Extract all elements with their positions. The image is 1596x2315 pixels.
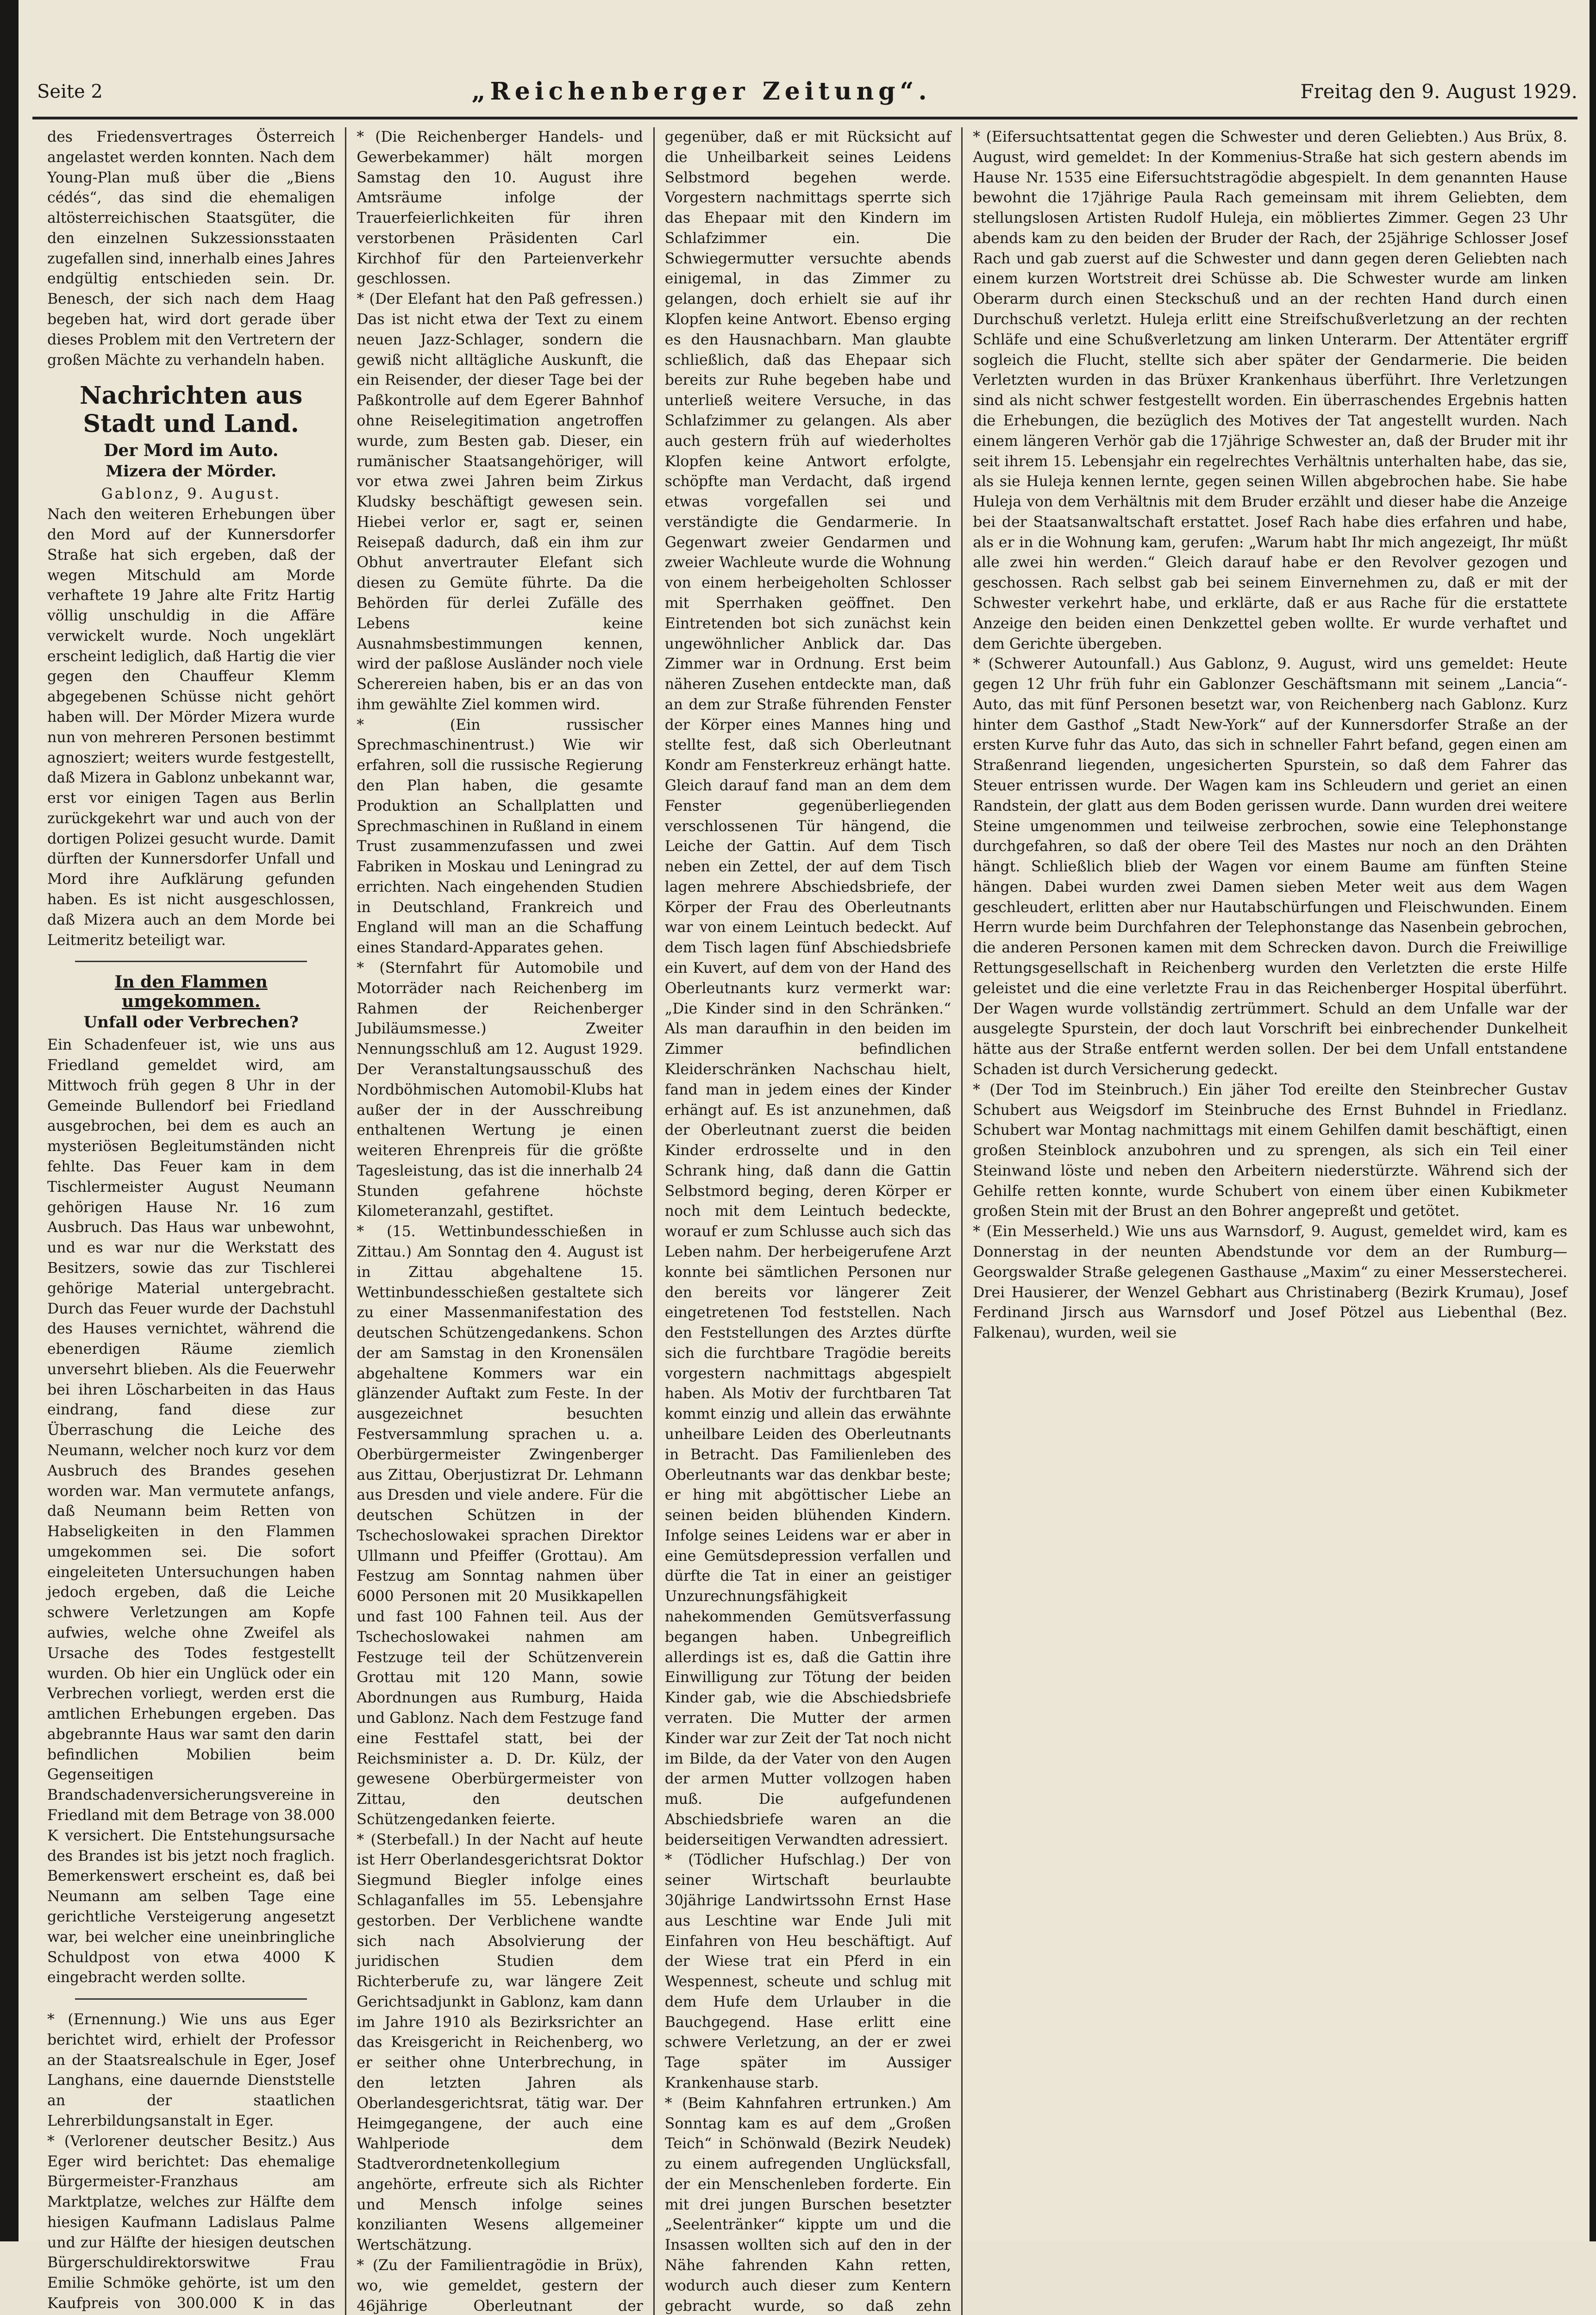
article-ernennung: * (Ernennung.) Wie uns aus Eger berichtet wird, erhielt der Professor an der Staatsrealschule in Eger, Josef Langhans, eine dauernde Dienststelle an der staatlichen Lehrerbildungsanstalt in Eger.: [47, 2011, 335, 2129]
column-2: [345, 127, 653, 2315]
article-eifersucht: * (Eifersuchtsattentat gegen die Schwester und deren Geliebten.) Aus Brüx, 8. August, wird gemeldet: In der Kommenius-Straße hat sich gestern abends im Hause Nr. 1535 eine Eifersuchtstragödie abgespielt. In dem genannten Hause bewohnt die 17jährige Paula Rach gemeinsam mit ihrem Geliebten, dem stellungslosen Artisten Rudolf Huleja, ein möbliertes Zimmer. Gegen 23 Uhr abends kam zu den beiden der Bruder der Rach, der 25jährige Schlosser Josef Rach und gab zuerst auf die Schwester und dann gegen deren Geliebten nach einem kurzen Wortstreit drei Schüsse ab. Die Schwester wurde am linken Oberarm durch einen Steckschuß und an der rechten Hand durch einen Durchschuß verletzt. Huleja erlitt eine Streifschußverletzung an der rechten Schläfe und eine Schußverletzung am linken Unterarm. Der Attentäter ergriff sogleich die Flucht, stellte sich aber später der Gendarmerie. Die beiden Verletzten wurden in das Brüxer Krankenhaus überführt. Ihre Verletzungen sind als nicht schwer festgestellt worden. Ein überraschendes Ergebnis hatten die Erhebungen, die bezüglich des Motives der Tat angestellt wurden. Nach einem längeren Verhör gab die 17jährige Schwester an, daß der Bruder mit ihr seit ihrem 15. Lebensjahr ein regelrechtes Verhältnis unterhalten habe, das sie, als sie Huleja kennen lernte, gegen seinen Willen abgebrochen habe. Sie habe Huleja von dem Verhältnis mit dem Bruder erzählt und dieser habe die Anzeige bei der Staatsanwaltschaft erstattet. Josef Rach habe dies erfahren und habe, als er in die Wohnung kam, gerufen: „Warum habt Ihr mich angezeigt, Ihr müßt alle zwei hin werden.“ Gleich darauf habe er den Revolver gezogen und geschossen. Rach selbst gab bei seinem Einvernehmen zu, daß er mit der Schwester verkehrt habe, und erklärte, daß er aus Rache für die erstattete Anzeige den beiden einen Denkzettel geben wollte. Er wurde verhaftet und dem Gerichte übergeben.: [973, 129, 1567, 652]
article-mord: Nach den weiteren Erhebungen über den Mord auf der Kunnersdorfer Straße hat sich ergeben, daß der wegen Mitschuld am Morde verhaftete 19 Jahre alte Fritz Hartig völlig unschuldig in die Affäre verwickelt wurde. Noch ungeklärt erscheint lediglich, daß Hartig die vier gegen den Chauffeur Klemm abgegebenen Schüsse nicht gehört haben will. Der Mörder Mizera wurde nun von mehreren Personen bestimmt agnosziert; weiters wurde festgestellt, daß Mizera in Gablonz unbekannt war, erst vor einigen Tagen aus Berlin zurückgekehrt war und auch von der dortigen Polizei gesucht wurde. Damit dürften der Kunnersdorfer Unfall und Mord ihre Aufklärung gefunden haben. Es ist nicht ausgeschlossen, daß Mizera auch an dem Morde bei Leitmeritz beteiligt war.: [47, 506, 335, 949]
article-hufschlag: * (Tödlicher Hufschlag.) Der von seiner Wirtschaft beurlaubte 30jährige Landwirtssohn Ernst Hase aus Leschtine war Ende Juli mit Einfahren von Heu beschäftigt. Auf der Wiese trat ein Pferd in ein Wespennest, scheute und schlug mit dem Hufe dem Urlauber in die Bauchgegend. Hase erlitt eine schwere Verletzung, an der er zwei Tage später im Aussiger Krankenhause starb.: [664, 1852, 951, 2091]
header-rule: [32, 117, 1577, 119]
article-wettinbund: * (15. Wettinbundesschießen in Zittau.) Am Sonntag den 4. August ist in Zittau abgehaltene 15. Wettinbundesschießen gestaltete sich zu einer Massenmanifestation des deutschen Schützengedankens. Schon der am Samstag in den Kronensälen abgehaltene Kommers war ein glänzender Auftakt zum Feste. In der ausgezeichnet besuchten Festversammlung sprachen u. a. Oberbürgermeister Zwingenberger aus Zittau, Oberjustizrat Dr. Lehmann aus Dresden und viele andere. Für die deutschen Schützen in der Tschechoslowakei sprachen Direktor Ullmann und Pfeiffer (Grottau). Am Festzug am Sonntag nahmen über 6000 Personen mit 20 Musikkapellen und fast 100 Fahnen teil. Aus der Tschechoslowakei nahmen am Festzuge teil der Schützenverein Grottau mit 120 Mann, sowie Abordnungen aus Rumburg, Haida und Gablonz. Nach dem Festzuge fand eine Festtafel statt, bei der Reichsminister a. D. Dr. Külz, der gewesene Oberbürgermeister von Zittau, den deutschen Schützengedanken feierte.: [357, 1223, 643, 1828]
article-familientragoedie: * (Zu der Familientragödie in Brüx), wo, wie gemeldet, gestern der 46jährige Oberleutnant der: [357, 2257, 643, 2315]
article-autounfall: * (Schwerer Autounfall.) Aus Gablonz, 9. August, wird uns gemeldet: Heute gegen 12 Uhr früh fuhr ein Gablonzer Geschäftsmann mit seinem „Lancia“-Auto, das mit fünf Personen besetzt war, von Reichenberg nach Gablonz. Kurz hinter dem Gasthof „Stadt New-York“ auf der Kunnersdorfer Straße an der ersten Kurve fuhr das Auto, das sich in schneller Fahrt befand, gegen einen am Straßenrand liegenden, ungesicherten Spurstein, so daß dem Fahrer das Steuer entrissen wurde. Der Wagen kam ins Schleudern und geriet an einen Randstein, der glatt aus dem Boden gerissen wurde. Dann wurden drei weitere Steine umgenommen und teilweise zerbrochen, sowie eine Telephonstange durchgefahren, so daß der obere Teil des Mastes nur noch an den Drähten hängt. Schließlich blieb der Wagen vor einem Baume am fünften Steine hängen. Dabei wurden zwei Damen sieben Meter weit aus dem Wagen geschleudert, erlitten aber nur Hautabschürfungen und Fleischwunden. Einem Herrn wurde beim Durchfahren der Telephonstange das Nasenbein gebrochen, die anderen Personen kamen mit dem Schrecken davon. Durch die Freiwillige Rettungsgesellschaft in Reichenberg wurden den Verletzten die erste Hilfe geleistet und die eine verletzte Frau in das Reichenberger Hospital überführt. Der Wagen wurde vollständig zertrümmert. Schuld an dem Unfalle war der ausgelegte Spurstein, der doch laut Vorschrift bei einbrechender Dunkelheit hätte aus der Straße entfernt werden sollen. Der bei dem Unfall entstandene Schaden ist durch Versicherung gedeckt.: [973, 656, 1567, 1078]
article-sterbefall: * (Sterbefall.) In der Nacht auf heute ist Herr Oberlandesgerichtsrat Doktor Siegmund Biegler infolge eines Schlaganfalles im 55. Lebensjahre gestorben. Der Verblichene wandte sich nach Absolvierung der juridischen Studien dem Richterberufe zu, war längere Zeit Gerichtsadjunkt in Gablonz, kam dann im Jahre 1910 als Bezirksrichter an das Kreisgericht in Reichenberg, wo er seither ohne Unterbrechung, in den letzten Jahren als Oberlandesgerichtsrat, tätig war. Der Heimgegangene, der auch eine Wahlperiode dem Stadtverordnetenkollegium angehörte, erfreute sich als Richter und Mensch infolge seines konzilianten Wesens allgemeiner Wertschätzung.: [357, 1831, 643, 2254]
section-title: Nachrichten aus Stadt und Land.: [80, 382, 303, 438]
article-sternfahrt: * (Sternfahrt für Automobile und Motorräder nach Reichenberg im Rahmen der Reichenberger Jubiläumsmesse.) Zweiter Nennungsschluß am 12. August 1929. Der Veranstaltungsausschuß des Nordböhmischen Automobil-Klubs hat außer der in der Ausschreibung enthaltenen Wertung je einen weiteren Ehrenpreis für die größte Tagesleistung, das ist die innerhalb 24 Stunden gefahrene höchste Kilometeranzahl, gestiftet.: [357, 960, 643, 1220]
newspaper-title: „Reichenberger Zeitung“.: [471, 77, 932, 106]
column-3: [653, 127, 961, 2315]
headline-mord: Der Mord im Auto.: [104, 441, 279, 461]
article-flammen: Ein Schadenfeuer ist, wie uns aus Friedland gemeldet wird, am Mittwoch früh gegen 8 Uhr in der Gemeinde Bullendorf bei Friedland ausgebrochen, bei dem es auch an mysteriösen Begleitumständen nicht fehlte. Das Feuer kam in dem Tischlermeister August Neumann gehörigen Hause Nr. 16 zum Ausbruch. Das Haus war unbewohnt, und es war nur die Werkstatt des Besitzers, sowie das zur Tischlerei gehörige Material untergebracht. Durch das Feuer wurde der Dachstuhl des Hauses vernichtet, während die ebenerdigen Räume ziemlich unversehrt blieben. Als die Feuerwehr bei ihren Löscharbeiten in das Haus eindrang, fand diese zur Überraschung die Leiche des Neumann, welcher noch kurz vor dem Ausbruch des Brandes gesehen worden war. Man vermutete anfangs, daß Neumann beim Retten von Habseligkeiten in den Flammen umgekommen sei. Die sofort eingeleiteten Untersuchungen haben jedoch ergeben, daß die Leiche schwere Verletzungen am Kopfe aufwies, welche ohne Zweifel als Ursache des Todes festgestellt wurden. Ob hier ein Unglück oder ein Verbrechen vorliegt, werden erst die amtlichen Erhebungen ergeben. Das abgebrannte Haus war samt den darin befindlichen Mobilien beim Gegenseitigen Brandschadenversicherungsvereine in Friedland mit dem Betrage von 38.000 K versichert. Die Entstehungsursache des Brandes ist bis jetzt noch fraglich. Bemerkenswert erscheint es, daß bei Neumann am selben Tage eine gerichtliche Versteigerung angesetzt war, bei welcher eine uneinbringliche Schuldpost von etwa 4000 K eingebracht werden sollte.: [47, 1037, 335, 1986]
headline-flammen: In den Flammen umgekommen.: [114, 972, 268, 1012]
article-kahnfahren: * (Beim Kahnfahren ertrunken.) Am Sonntag kam es auf dem „Großen Teich“ in Schönwald (Bezirk Neudek) zu einem aufregenden Unglücksfall, der ein Menschenleben forderte. Ein mit drei jungen Burschen besetzter „Seelentränker“ kippte um und die Insassen wollten sich auf den in der Nähe fahrenden Kahn retten, wodurch auch dieser zum Kentern gebracht wurde, so daß zehn: [664, 2095, 951, 2315]
right-scan-edge: [1590, 0, 1596, 2241]
article-familientragoedie-cont: gegenüber, daß er mit Rücksicht auf die Unheilbarkeit seines Leidens Selbstmord begehen werde. Vorgestern nachmittags sperrte sich das Ehepaar mit den Kindern im Schlafzimmer ein. Die Schwiegermutter versuchte abends einigemal, in das Zimmer zu gelangen, doch erhielt sie auf ihr Klopfen keine Antwort. Ebenso erging es den Hausnachbarn. Man glaubte schließlich, daß das Ehepaar sich bereits zur Ruhe begeben habe und unterließ weitere Versuche, in das Schlafzimmer zu gelangen. Als aber auch gestern früh auf wiederholtes Klopfen keine Antwort erfolgte, schöpfte man Verdacht, daß irgend etwas vorgefallen sei und verständigte die Gendarmerie. In Gegenwart zweier Gendarmen und zweier Wachleute wurde die Wohnung von einem herbeigeholten Schlosser mit Sperrhaken geöffnet. Den Eintretenden bot sich zunächst kein ungewöhnlicher Anblick dar. Das Zimmer war in Ordnung. Erst beim näheren Zusehen entdeckte man, daß an dem zur Straße führenden Fenster der Körper eines Mannes hing und stellte fest, daß sich Oberleutnant Kondr am Fensterkreuz erhängt hatte. Gleich darauf fand man an dem dem Fenster gegenüberliegenden verschlossenen Tür hängend, die Leiche der Gattin. Auf dem Tisch neben ein Zettel, der auf dem Tisch lagen mehrere Abschiedsbriefe, der Körper der Frau des Oberleutnants war von einem Leintuch bedeckt. Auf dem Tisch lagen fünf Abschiedsbriefe ein Kuvert, auf dem von der Hand des Oberleutnants kurz vermerkt war: „Die Kinder sind in den Schränken.“ Als man daraufhin in den beiden im Zimmer befindlichen Kleiderschränken Nachschau hielt, fand man in jedem eines der Kinder erhängt auf. Es ist anzunehmen, daß der Oberleutnant zuerst die beiden Kinder erdrosselte und in den Schrank hing, daß dann die Gattin Selbstmord beging, deren Körper er noch mit dem Leintuch bedeckte, worauf er zum Schlusse auch sich das Leben nahm. Der herbeigerufene Arzt konnte bei sämtlichen Personen nur den bereits vor längerer Zeit eingetretenen Tod feststellen. Nach den Feststellungen des Arztes dürfte sich die furchtbare Tragödie bereits vorgestern nachmittags abgespielt haben. Als Motiv der furchtbaren Tat kommt einzig und allein das erwähnte unheilbare Leiden des Oberleutnants in Betracht. Das Familienleben des Oberleutnants war das denkbar beste; er hing mit abgöttischer Liebe an seinen beiden blühenden Kindern. Infolge seines Leidens war er aber in eine Gemütsdepression verfallen und dürfte die Tat in einer an geistiger Unzurechnungsfähigkeit nahekommenden Gemütsverfassung begangen haben. Unbegreiflich allerdings ist es, daß die Gattin ihre Einwilligung zur Tötung der beiden Kinder gab, wie die Abschiedsbriefe verraten. Die Mutter der armen Kinder war zur Zeit der Tat noch nicht im Bilde, da der Vater von den Augen der armen Mutter vollzogen haben muß. Die aufgefundenen Abschiedsbriefe waren an die beiderseitigen Verwandten adressiert.: [664, 129, 951, 1848]
page-number: Seite 2: [37, 81, 103, 102]
article-sprechmaschinen: * (Ein russischer Sprechmaschinentrust.) Wie wir erfahren, soll die russische Regierung den Plan haben, die gesamte Produktion an Schallplatten und Sprechmaschinen in Rußland in einem Trust zusammenzufassen und zwei Fabriken in Moskau und Leningrad zu errichten. Nach eingehenden Studien in Deutschland, Frankreich und England will man an die Schaffung eines Standard-Apparates gehen.: [357, 716, 643, 957]
article-separator: [75, 1998, 307, 2000]
column-1: [37, 127, 345, 2315]
article-elefant: * (Der Elefant hat den Paß gefressen.) Das ist nicht etwa der Text zu einem neuen Jazz-Schlager, sondern die gewiß nicht alltägliche Auskunft, die ein Reisender, der dieser Tage bei der Paßkontrolle auf dem Egerer Bahnhof ohne Reiselegitimation angetroffen wurde, zum Besten gab. Dieser, ein rumänischer Staatsangehöriger, will vor etwa zwei Jahren beim Zirkus Kludsky beschäftigt gewesen sein. Hiebei verlor er, sagt er, seinen Reisepaß dadurch, daß ein ihm zur Obhut anvertrauter Elefant sich diesen zu Gemüte führte. Da die Behörden für derlei Zufälle des Lebens keine Ausnahmsbestimmungen kennen, wird der paßlose Ausländer noch viele Scherereien haben, bis er an das von ihm gewählte Ziel kommen wird.: [357, 291, 643, 713]
article-steinbruch: * (Der Tod im Steinbruch.) Ein jäher Tod ereilte den Steinbrecher Gustav Schubert aus Weigsdorf im Steinbruche des Ernst Buhndel in Friedlanz. Schubert war Montag nachmittags mit einem Gehilfen damit beschäftigt, einen großen Steinblock anzubohren und zu sprengen, als sich ein Teil einer Steinwand löste und neben den Arbeitern niederstürzte. Während sich der Gehilfe retten konnte, wurde Schubert von einem über einen Kubikmeter großen Stein mit der Brust an den Bohrer angepreßt und getötet.: [973, 1081, 1567, 1220]
column-4: [961, 127, 1577, 2315]
columns: [37, 127, 1577, 2315]
issue-date: Freitag den 9. August 1929.: [1300, 80, 1577, 103]
article-young-plan: des Friedensvertrages Österreich angelastet werden konnten. Nach dem Young-Plan muß über die „Biens cédés“, das sind die ehemaligen altösterreichischen Staatsgüter, die den einzelnen Sukzessionsstaaten zugefallen sind, innerhalb eines Jahres endgültig entschieden sein. Dr. Benesch, der sich nach dem Haag begeben hat, wird dort gerade über dieses Problem mit den Vertretern der großen Mächte zu verhandeln haben.: [47, 129, 335, 369]
article-besitz: * (Verlorener deutscher Besitz.) Aus Eger wird berichtet: Das ehemalige Bürgermeister-Franzhaus am Marktplatze, welches zur Hälfte dem hiesigen Kaufmann Ladislaus Palme und zur Hälfte der hiesigen deutschen Bürgerschuldirektorswitwe Frau Emilie Schmöke gehörte, ist um den Kaufpreis von 300.000 K in das: [47, 2133, 335, 2312]
dateline-mord: Gablonz, 9. August.: [101, 486, 281, 503]
article-separator: [75, 961, 307, 962]
article-handelskammer: * (Die Reichenberger Handels- und Gewerbekammer) hält morgen Samstag den 10. August ihre Amtsräume infolge der Trauerfeierlichkeiten für ihren verstorbenen Präsidenten Carl Kirchhof für den Parteienverkehr geschlossen.: [357, 129, 643, 288]
left-scan-edge: [0, 0, 19, 2241]
subheadline-flammen: Unfall oder Verbrechen?: [83, 1013, 299, 1032]
subheadline-mord: Mizera der Mörder.: [106, 462, 277, 481]
page-header: [37, 69, 1577, 113]
article-messerheld: * (Ein Messerheld.) Wie uns aus Warnsdorf, 9. August, gemeldet wird, kam es Donnerstag in der neunten Abendstunde vor dem an der Rumburg—Georgswalder Straße gelegenen Gasthause „Maxim“ zu einer Messerstecherei. Drei Hausierer, der Wenzel Gebhart aus Christinaberg (Bezirk Krumau), Josef Ferdinand Jirsch aus Warnsdorf und Josef Pötzel aus Liebenthal (Bez. Falkenau), wurden, weil sie: [973, 1223, 1567, 1342]
